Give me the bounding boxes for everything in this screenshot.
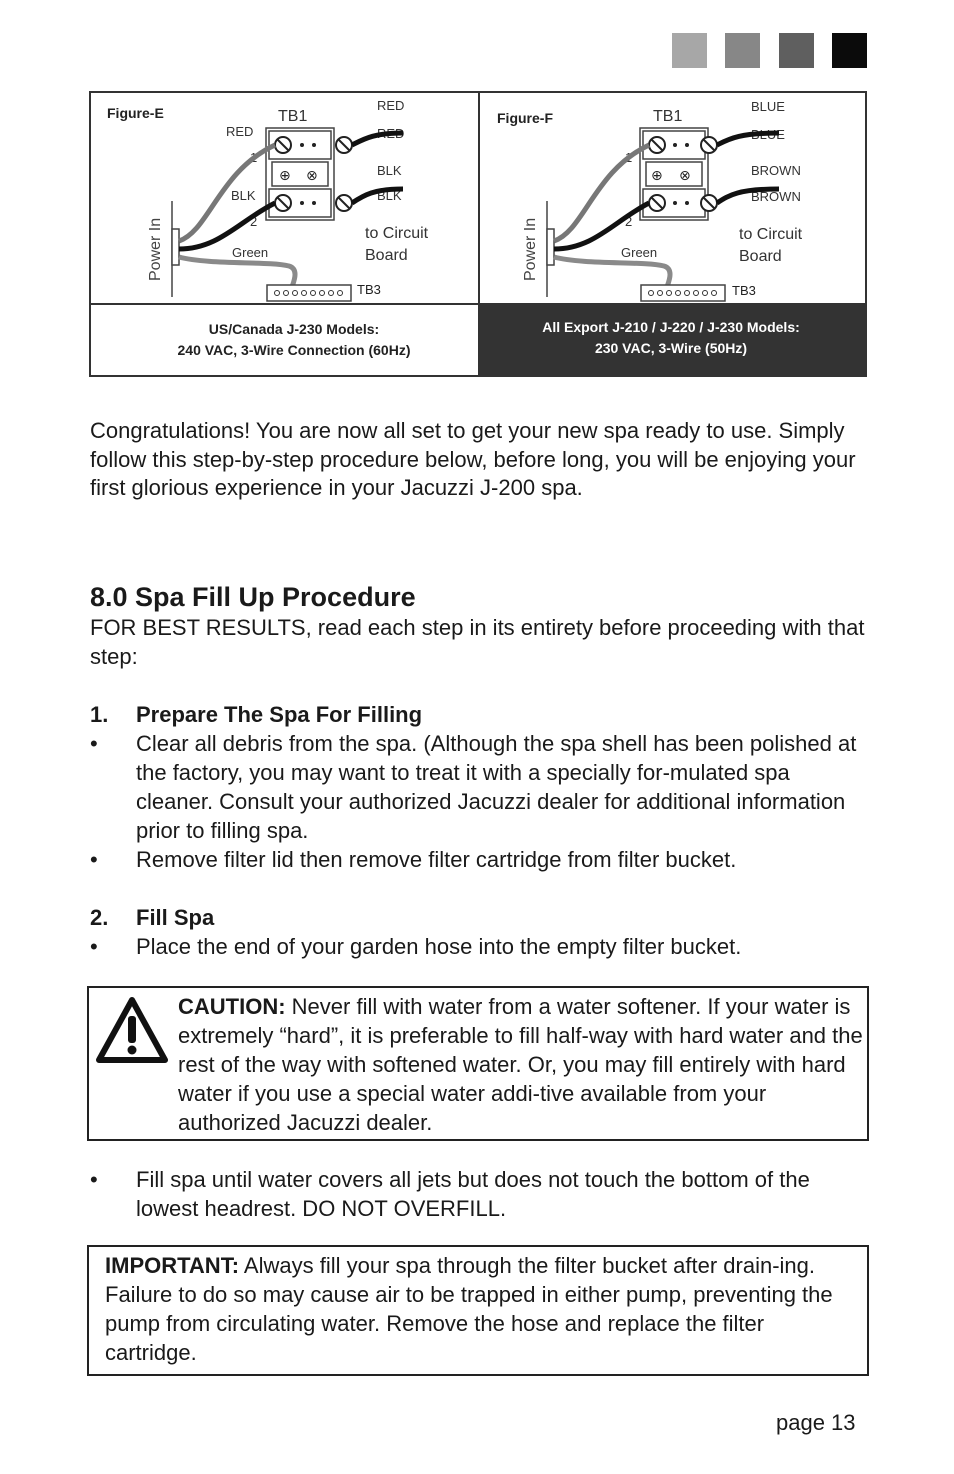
section-lead [90,614,880,671]
figure-e-caption-1: US/Canada J-230 Models: [208,321,380,337]
figure-f-circuit-2: Board [739,248,782,265]
wiring-diagram-svg [89,91,867,377]
step-2-heading [90,904,214,933]
caution-text: Never fill with water from a water softener. If your water is extremely “hard”, it is preferable to fill half-way with hard water and the rest of the way with softened water. Or, you may fill entirely with hard water if you use a special water addi-tive available from your authorized Jacuzzi dealer. [178,994,863,1135]
figure-e-tb1: TB1 [278,108,308,125]
figure-f-circuit-1: to Circuit [739,226,803,243]
step-2-bullet-1-text: Place the end of your garden hose into the empty filter bucket. [136,934,742,959]
svg-text:⊕: ⊕ [651,167,663,183]
svg-text:⊗: ⊗ [306,167,318,183]
figure-f-wire-bot-out-2: BROWN [751,189,801,204]
figure-f-label: Figure-F [497,110,553,126]
figure-f-caption-1: All Export J-210 / J-220 / J-230 Models: [542,319,800,335]
figure-e-power-in: Power In [147,217,164,281]
svg-text:⊗: ⊗ [679,167,691,183]
header-square-2 [725,33,760,68]
figure-e-terminal-1: 1 [250,150,258,165]
step-1-title: Prepare The Spa For Filling [136,702,423,727]
intro-paragraph [90,417,880,503]
caution-text-block [178,993,866,1138]
figure-f-ground-label: Green [621,245,658,260]
figure-e-label: Figure-E [107,105,164,121]
warning-triangle-icon [95,996,169,1064]
figure-e-wire-bot-out-1: BLK [377,163,402,178]
figure-e-wire-top-out-2: RED [377,126,405,141]
step-2-bullet-1 [90,933,880,962]
intro-text: Congratulations! You are now all set to get your new spa ready to use. Simply follow this step-by-step procedure below, before long, you will be enjoying your first glorious experience in your Jacuzzi J-200 spa. [90,418,856,500]
bullet-dot: • [90,731,98,756]
important-text-block [105,1252,861,1368]
section-lead-text: FOR BEST RESULTS, read each step in its entirety before proceeding with that step: [90,615,865,669]
figure-f-terminal-1: 1 [625,150,633,165]
figure-e-circuit-2: Board [365,247,408,264]
figure-f-wire-top-out-2: BLUE [751,127,785,142]
figure-e-wire-bot-out-2: BLK [377,188,402,203]
step-1-bullet-2-text: Remove filter lid then remove filter cartridge from filter bucket. [136,847,737,872]
figure-f-tb3: TB3 [732,283,756,298]
figure-e-circuit-1: to Circuit [365,225,429,242]
caution-box [87,986,869,1141]
figure-f-wire-top-out-1: BLUE [751,99,785,114]
step-1-bullet-1 [90,730,880,846]
figure-e-ground-label: Green [232,245,269,260]
figure-f-tb1: TB1 [653,108,683,125]
step-1-number: 1. [90,702,109,727]
figure-e-wire-bot-in: BLK [231,188,256,203]
figure-e-caption-2: 240 VAC, 3-Wire Connection (60Hz) [177,342,411,358]
important-text: Always fill your spa through the filter bucket after drain-ing. Failure to do so may cause air to be trapped in either pump, preventing the pump from circulating water. Remove the hose and replace the filter cartridge. [105,1253,833,1365]
important-box [87,1245,869,1376]
step-2-title: Fill Spa [136,905,215,930]
figure-f-wire-bot-out-1: BROWN [751,163,801,178]
header-square-3 [779,33,814,68]
figure-e-terminal-2: 2 [250,214,258,229]
caution-label: CAUTION: [178,994,286,1019]
step-1-bullet-1-text: Clear all debris from the spa. (Although the spa shell has been polished at the factory, you may want to treat it with a specially for-mulated spa cleaner. Consult your authorized Jacuzzi dealer for additional information prior to filling spa. [136,731,857,843]
figure-e-wire-top-out-1: RED [377,98,405,113]
step-2-bullet-2-text: Fill spa until water covers all jets but does not touch the bottom of the lowest headrest. DO NOT OVERFILL. [136,1167,810,1221]
important-label: IMPORTANT: [105,1253,240,1278]
wiring-figures [89,91,867,377]
figure-f-power-in: Power In [522,217,539,281]
header-square-4 [832,33,867,68]
figure-f-terminal-2: 2 [625,214,633,229]
figure-e-wire-top-in: RED [226,124,254,139]
section-title: 8.0 Spa Fill Up Procedure [90,582,416,612]
bullet-dot: • [90,847,98,872]
step-2-bullet-2 [90,1166,880,1224]
step-2-number: 2. [90,905,109,930]
figure-f-caption-2: 230 VAC, 3-Wire (50Hz) [594,340,748,356]
figure-e-tb3: TB3 [357,282,381,297]
bullet-dot: • [90,1167,98,1192]
step-1-heading [90,701,422,730]
step-1-bullet-2 [90,846,880,875]
header-square-1 [672,33,707,68]
page-number: page 13 [776,1410,856,1435]
svg-text:⊕: ⊕ [279,167,291,183]
bullet-dot: • [90,934,98,959]
